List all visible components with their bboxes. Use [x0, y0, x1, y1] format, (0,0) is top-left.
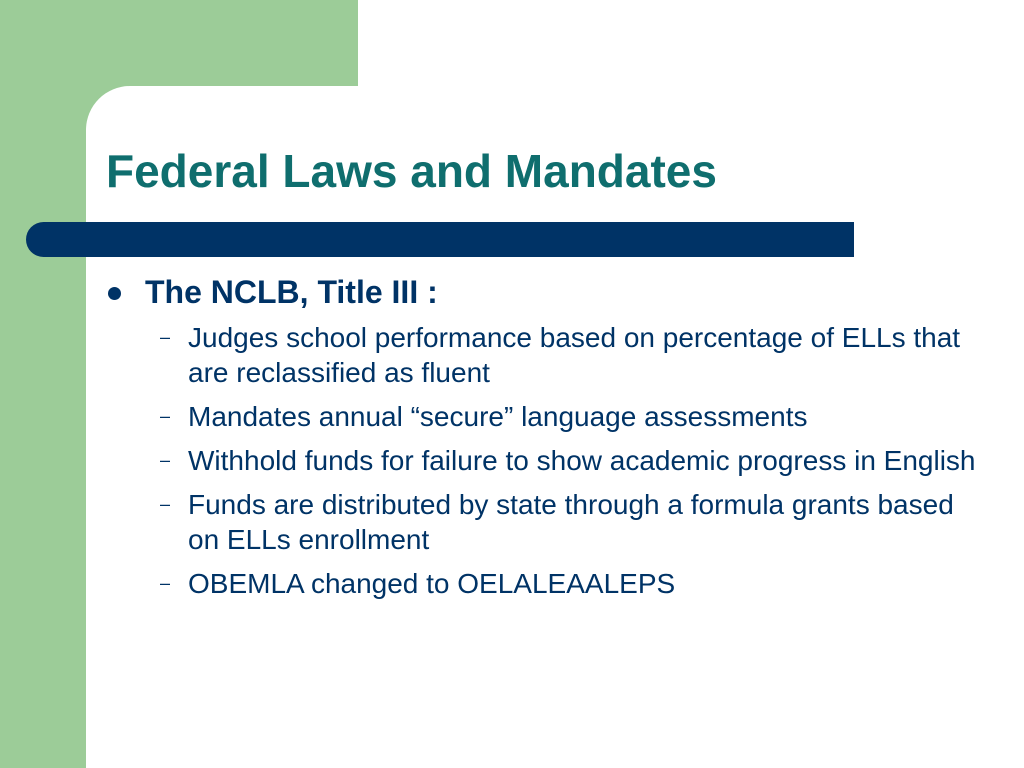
sub-bullet-item — [108, 443, 988, 478]
bullet-dot-icon — [108, 287, 121, 300]
dash-icon: – — [160, 494, 171, 514]
sub-bullet-list — [108, 320, 988, 601]
sub-bullet-item — [108, 566, 988, 601]
sub-bullet-text: Withhold funds for failure to show academic progress in English — [188, 445, 976, 476]
slide-body — [108, 272, 988, 610]
sub-bullet-text: Mandates annual “secure” language assessments — [188, 401, 808, 432]
bullet-item — [108, 272, 988, 312]
sub-bullet-text: Funds are distributed by state through a formula grants based on ELLs enrollment — [188, 489, 954, 555]
bullet-text: The NCLB, Title III : — [145, 274, 438, 310]
sub-bullet-item — [108, 399, 988, 434]
slide-title: Federal Laws and Mandates — [106, 145, 717, 197]
sub-bullet-text: Judges school performance based on percentage of ELLs that are reclassified as fluent — [188, 322, 961, 388]
dash-icon: – — [160, 327, 171, 347]
sub-bullet-item — [108, 487, 988, 557]
dash-icon: – — [160, 450, 171, 470]
title-underline-bar — [26, 222, 854, 257]
sub-bullet-text: OBEMLA changed to OELALEAALEPS — [188, 568, 676, 599]
sub-bullet-item — [108, 320, 988, 390]
dash-icon: – — [160, 406, 171, 426]
dash-icon: – — [160, 573, 171, 593]
